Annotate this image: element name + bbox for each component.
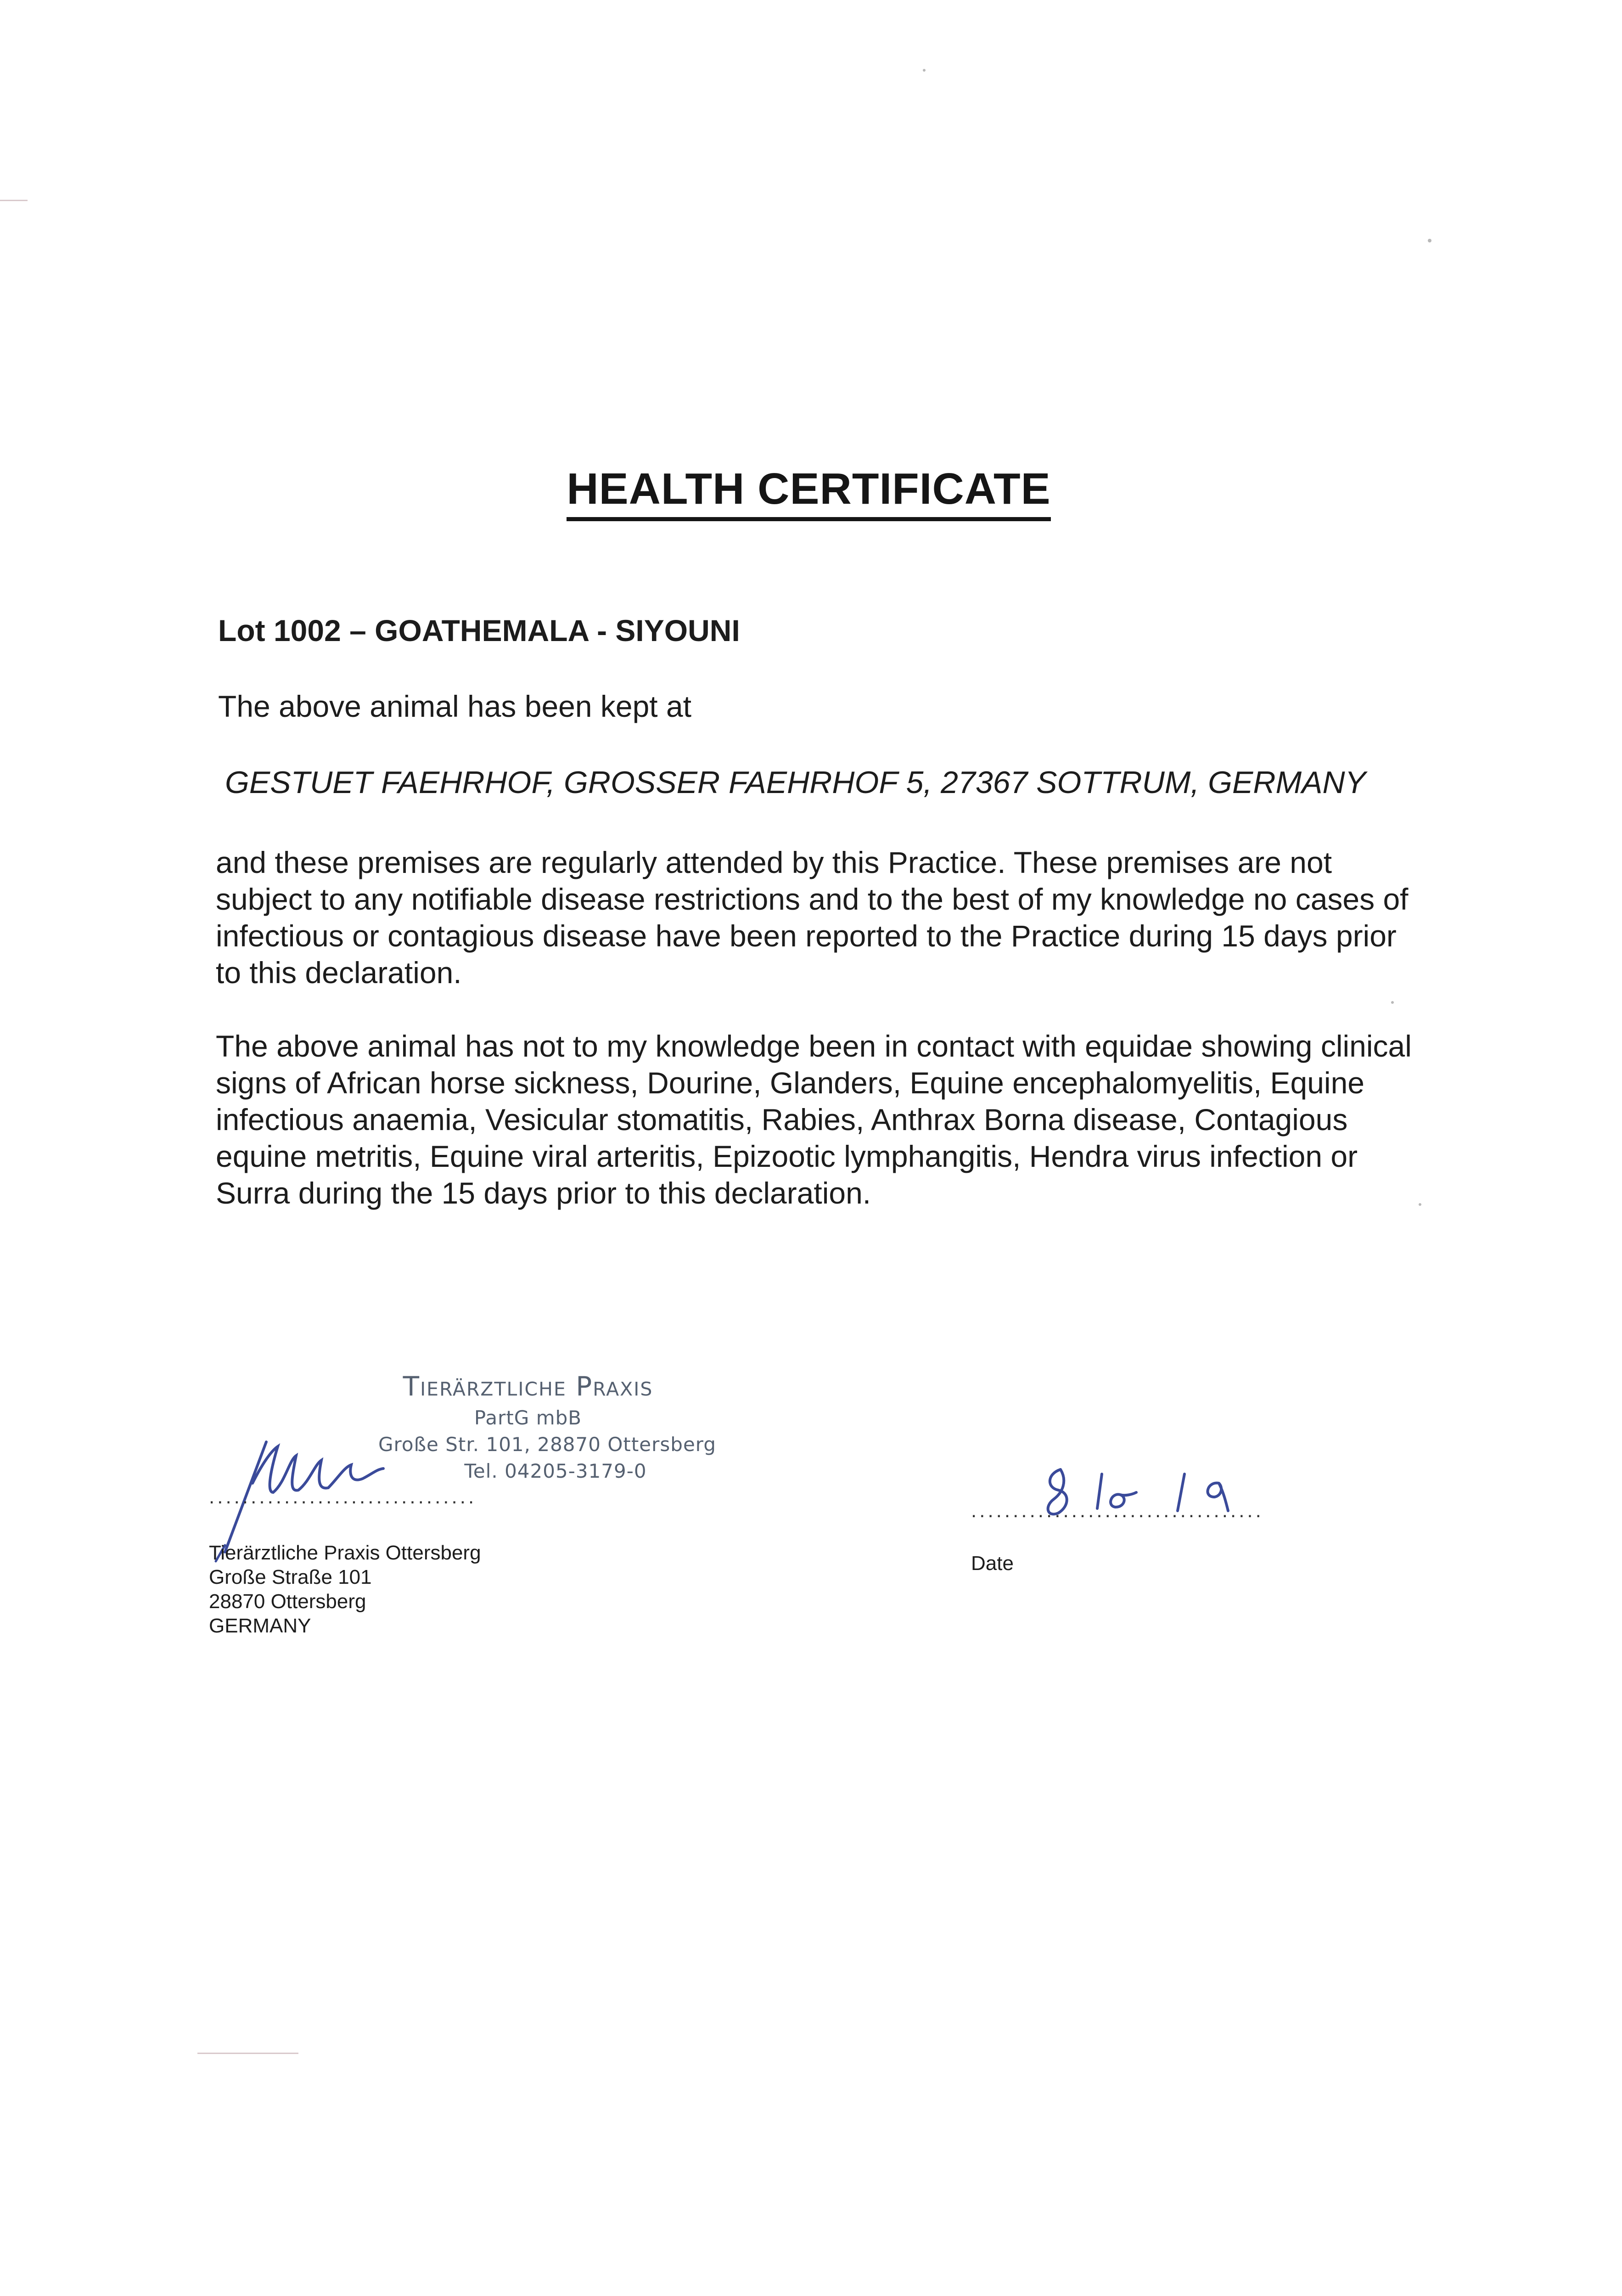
stamp-title: Tierärztliche Praxis	[403, 1371, 653, 1402]
kept-line: The above animal has been kept at	[218, 689, 692, 723]
practice-country: GERMANY	[209, 1615, 311, 1637]
stamp-legal-form: PartG mbB	[474, 1407, 582, 1429]
premises-address: GESTUET FAEHRHOF, GROSSER FAEHRHOF 5, 27367 SOTTRUM, GERMANY	[225, 765, 1366, 800]
date-dotted-line: ...................................	[971, 1499, 1264, 1522]
signature-dotted-line: ................................	[209, 1486, 477, 1508]
practice-address	[209, 1541, 481, 1638]
document-title-text: HEALTH CERTIFICATE	[567, 464, 1050, 521]
stamp-street: Große Str. 101, 28870 Ottersberg	[378, 1433, 716, 1456]
scan-speck	[1419, 1203, 1421, 1206]
premises-paragraph: and these premises are regularly attended by this Practice. These premises are not subject to any notifiable disease restrictions and to the best of my knowledge no cases of infectious or contagious disease have been reported to the Practice during 15 days prior to this declaration.	[216, 845, 1409, 990]
scan-mark	[197, 2053, 298, 2054]
scan-speck	[1391, 1001, 1394, 1004]
lot-line: Lot 1002 – GOATHEMALA - SIYOUNI	[218, 613, 740, 647]
contact-paragraph: The above animal has not to my knowledge been in contact with equidae showing clinical signs of African horse sickness, Dourine, Glanders, Equine encephalomyelitis, Equine infectious anaemia, Vesicular stomatitis, Rabies, Anthrax Borna disease, Contagious equine metritis, Equine viral arteritis, Epizootic lymphangitis, Hendra virus infection or Surra during the 15 days prior to this declaration.	[216, 1029, 1412, 1210]
date-label: Date	[971, 1552, 1014, 1575]
scan-speck	[923, 69, 926, 72]
practice-street: Große Straße 101	[209, 1566, 372, 1588]
scan-mark	[0, 200, 28, 201]
scan-speck	[1428, 239, 1431, 242]
practice-city: 28870 Ottersberg	[209, 1590, 366, 1613]
document-title	[0, 464, 1622, 521]
stamp-phone: Tel. 04205-3179-0	[464, 1460, 647, 1482]
practice-name: Tierärztliche Praxis Ottersberg	[209, 1542, 481, 1564]
